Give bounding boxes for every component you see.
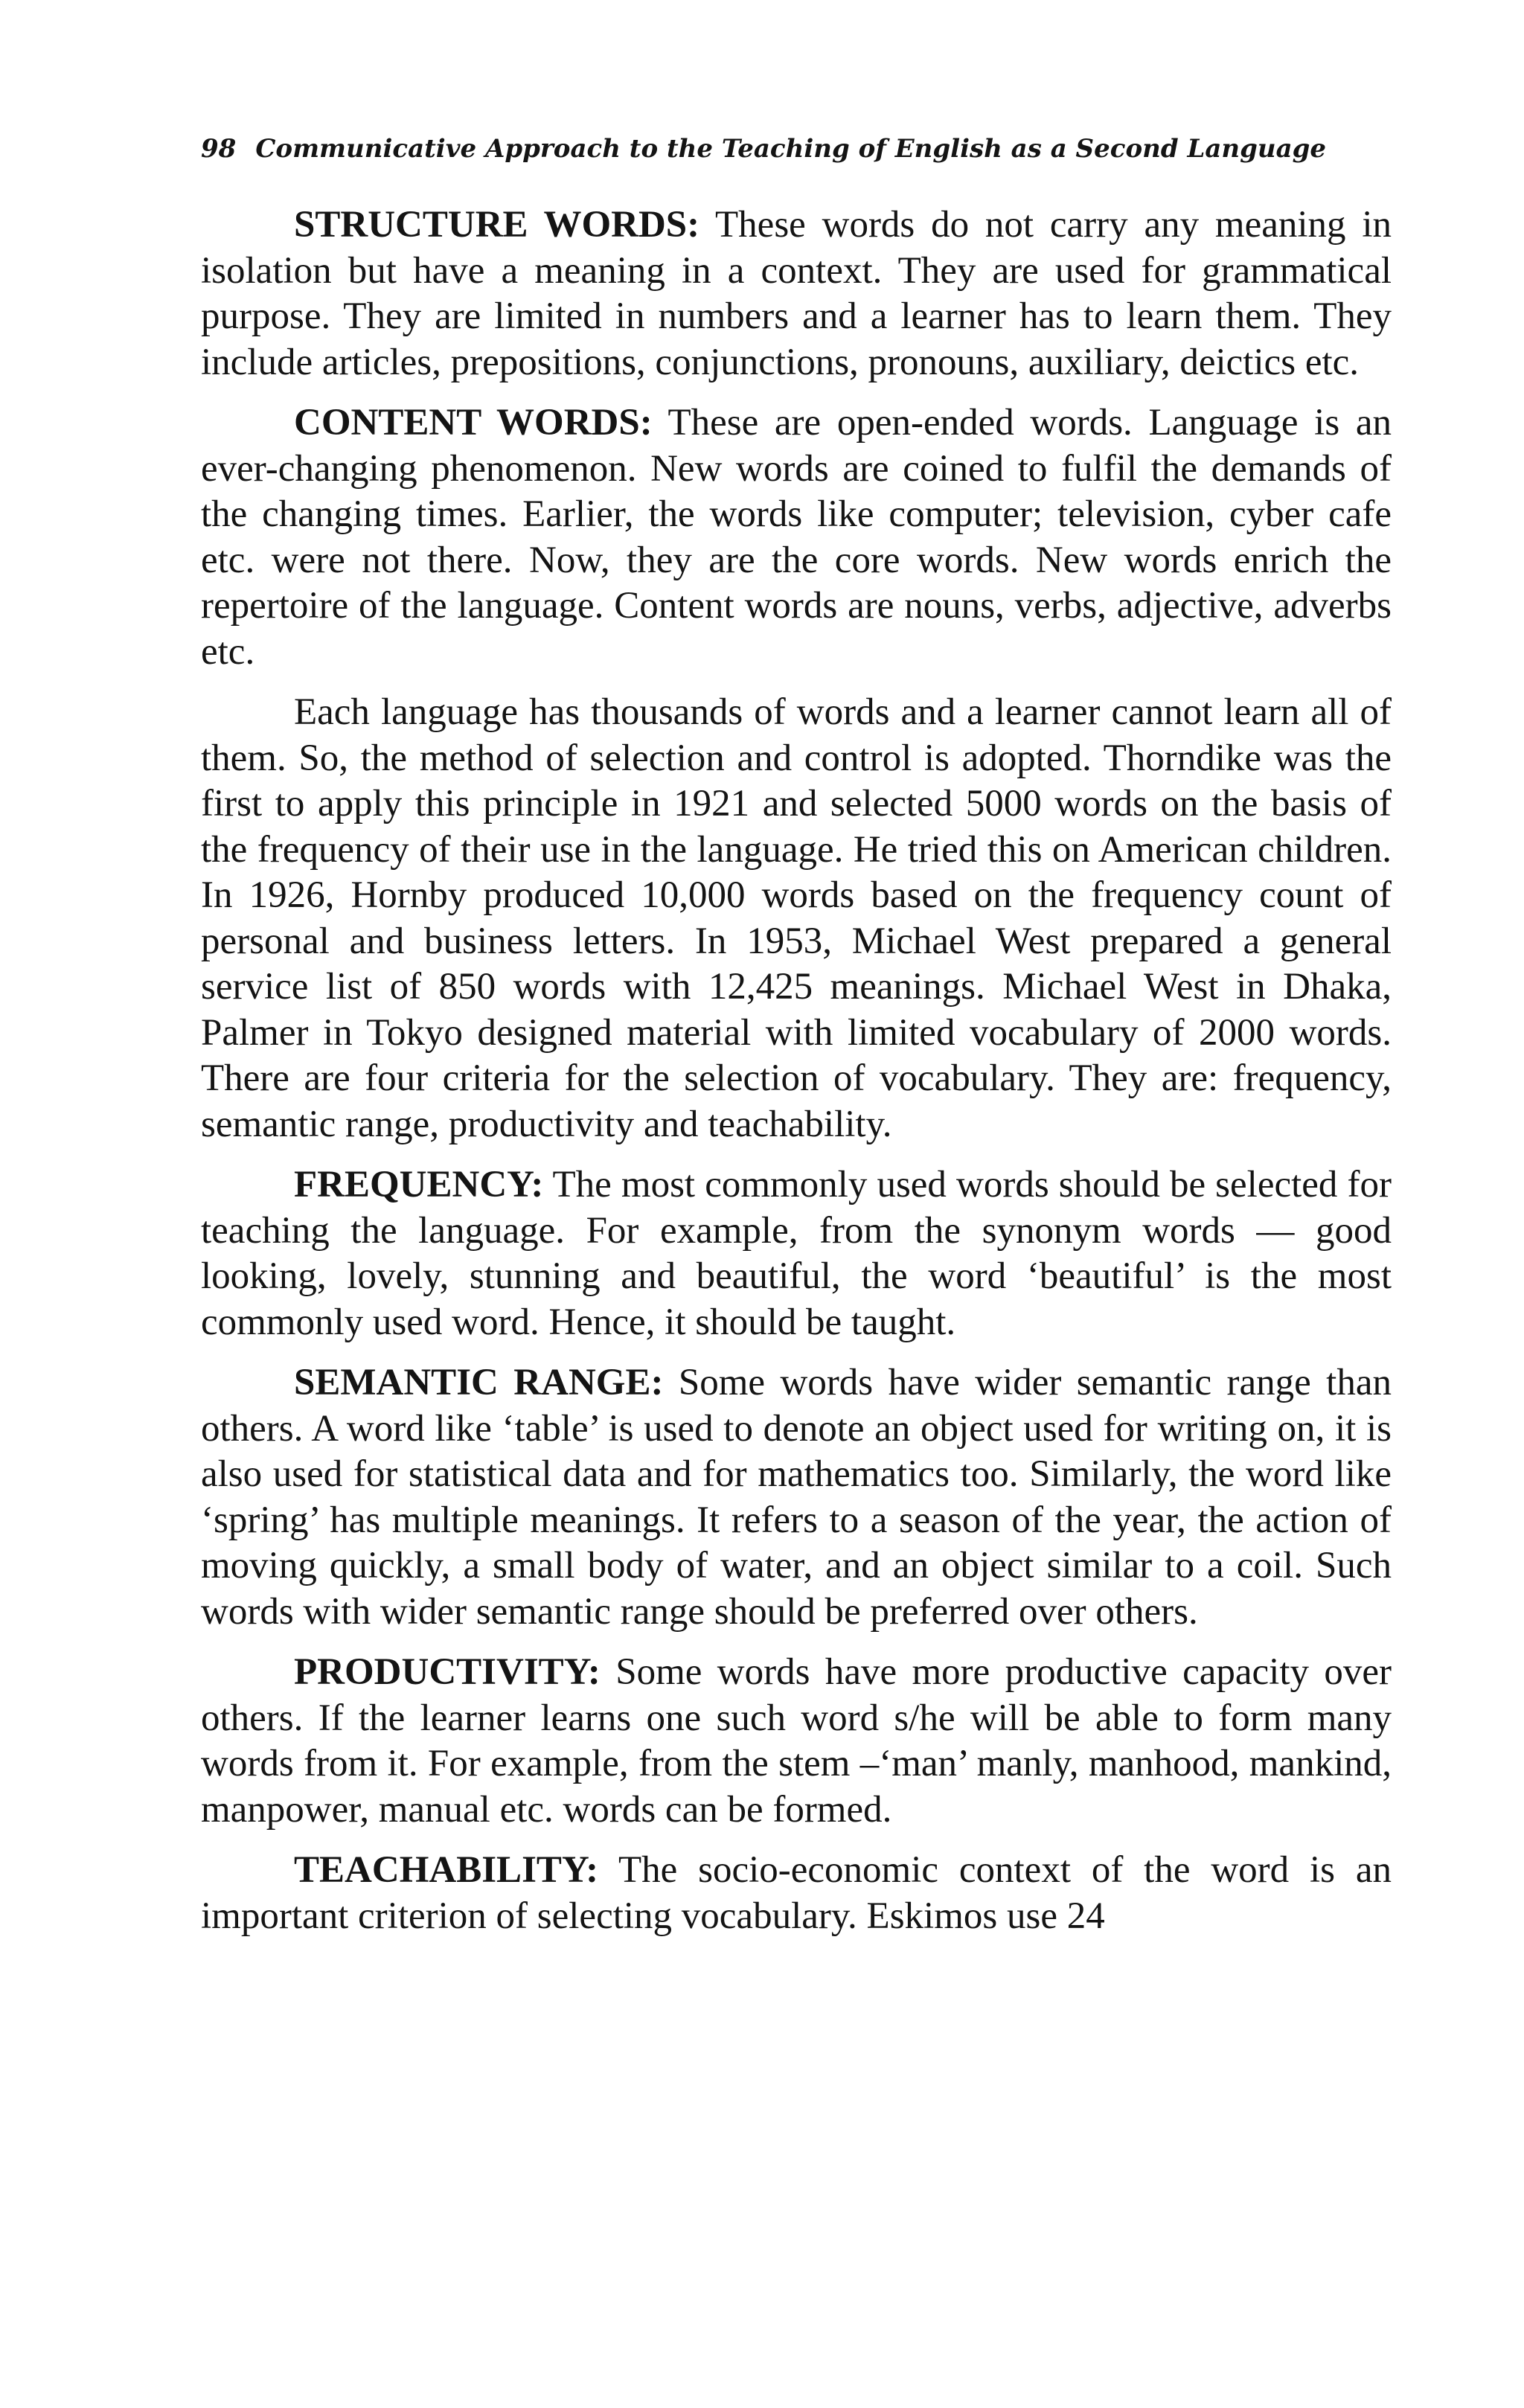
book-title: Communicative Approach to the Teaching of English as a Second Language (255, 134, 1327, 164)
paragraph-frequency (201, 1162, 1392, 1345)
term-heading: TEACHABILITY: (294, 1849, 599, 1891)
paragraph-selection (201, 690, 1392, 1147)
paragraph-text: The most commonly used words should be selected for teaching the language. For example, from the synonym words — good looking, lovely, stunning and beautiful, the word ‘beautiful’ is the most commonly used word. Hence, it should be taught. (201, 1164, 1392, 1343)
term-heading: CONTENT WORDS: (294, 402, 653, 444)
term-heading: FREQUENCY: (294, 1164, 544, 1205)
page-number: 98 (201, 134, 237, 164)
paragraph-semantic-range (201, 1360, 1392, 1635)
paragraph-text: The socio-economic context of the word is an important criterion of selecting vocabulary. Eskimos use 24 (201, 1849, 1392, 1937)
running-head (201, 134, 1392, 164)
paragraph-text: Each language has thousands of words and a learner cannot learn all of them. So, the method of selection and control is adopted. Thorndike was the first to apply this principle in 1921 and selected 5000 words on the basis of the frequency of their use in the language. He tried this on American children. In 1926, Hornby produced 10,000 words based on the frequency count of personal and business letters. In 1953, Michael West prepared a general service list of 850 words with 12,425 meanings. Michael West in Dhaka, Palmer in Tokyo designed material with limited vocabulary of 2000 words. There are four criteria for the selection of vocabulary. They are: frequency, semantic range, productivity and teachability. (201, 691, 1392, 1145)
paragraph-structure-words (201, 202, 1392, 385)
term-heading: STRUCTURE WORDS: (294, 204, 700, 246)
paragraph-productivity (201, 1650, 1392, 1833)
term-heading: PRODUCTIVITY: (294, 1651, 601, 1693)
paragraph-text: These words do not carry any meaning in isolation but have a meaning in a context. They are used for grammatical purpose. They are limited in numbers and a learner has to learn them. They include articles, prepositions, conjunctions, pronouns, auxiliary, deictics etc. (201, 204, 1392, 383)
paragraph-text: Some words have wider semantic range than others. A word like ‘table’ is used to denote an object used for writing on, it is also used for statistical data and for mathematics too. Similarly, the word like ‘spring’ has multiple meanings. It refers to a season of the year, the action of moving quickly, a small body of water, and an object similar to a coil. Such words with wider semantic range should be preferred over others. (201, 1362, 1392, 1633)
paragraph-content-words (201, 400, 1392, 675)
paragraph-teachability (201, 1848, 1392, 1939)
paragraph-text: Some words have more productive capacity over others. If the learner learns one such word s/he will be able to form many words from it. For example, from the stem –‘man’ manly, manhood, mankind, manpower, manual etc. words can be formed. (201, 1651, 1392, 1831)
term-heading: SEMANTIC RANGE: (294, 1362, 664, 1403)
paragraph-text: These are open-ended words. Language is an ever-changing phenomenon. New words are coined to fulfil the demands of the changing times. Earlier, the words like computer; television, cyber cafe etc. were not there. Now, they are the core words. New words enrich the repertoire of the language. Content words are nouns, verbs, adjective, adverbs etc. (201, 402, 1392, 673)
book-page (201, 134, 1392, 1954)
